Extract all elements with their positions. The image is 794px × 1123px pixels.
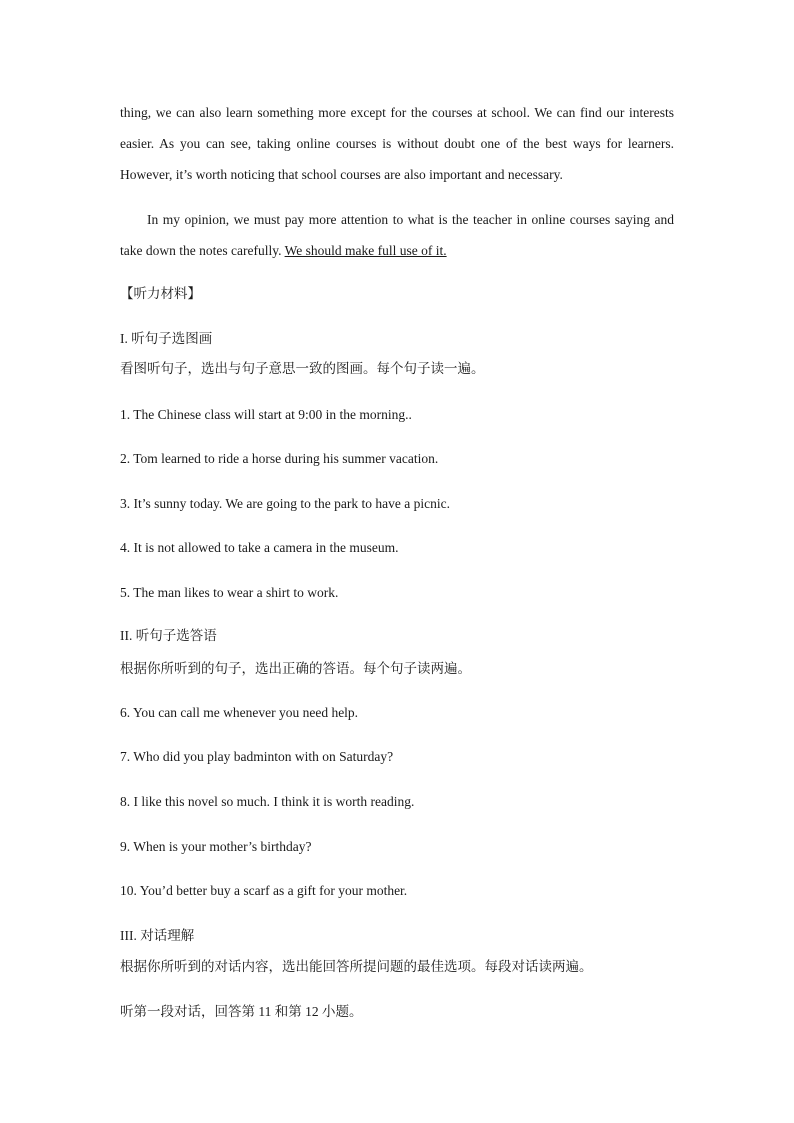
list-item: 9. When is your mother’s birthday? [120, 839, 312, 854]
underlined-sentence: We should make full use of it. [284, 243, 447, 258]
list-item: 10. You’d better buy a scarf as a gift for your mother. [120, 883, 408, 898]
part3-title: III. 对话理解 [120, 928, 195, 943]
list-item: 1. The Chinese class will start at 9:00 in the morning.. [120, 407, 412, 422]
part2-instruction: 根据你所听到的句子，选出正确的答语。每个句子读两遍。 [120, 661, 471, 676]
listening-material-heading: 【听力材料】 [120, 286, 201, 301]
list-item: 7. Who did you play badminton with on Saturday? [120, 749, 394, 764]
list-item: 8. I like this novel so much. I think it is worth reading. [120, 794, 415, 809]
list-item: 5. The man likes to wear a shirt to work. [120, 585, 339, 600]
list-item: 2. Tom learned to ride a horse during his summer vacation. [120, 451, 439, 466]
list-item: 6. You can call me whenever you need help. [120, 705, 359, 720]
part1-instruction: 看图听句子，选出与句子意思一致的图画。每个句子读一遍。 [120, 361, 485, 376]
part2-title: II. 听句子选答语 [120, 628, 217, 643]
list-item: 4. It is not allowed to take a camera in the museum. [120, 540, 399, 555]
part3-instruction: 根据你所听到的对话内容，选出能回答所提问题的最佳选项。每段对话读两遍。 [120, 959, 593, 974]
part3-sub-instruction: 听第一段对话，回答第 11 和第 12 小题。 [120, 1004, 363, 1019]
list-item: 3. It’s sunny today. We are going to the park to have a picnic. [120, 496, 450, 511]
essay-paragraph-1: thing, we can also learn something more except for the courses at school. We can find our interests easier. As you can see, taking online courses is without doubt one of the best ways for learners. However, it’s worth noticing that school courses are also important and necessary. [120, 105, 674, 182]
essay-paragraph-2-text: In my opinion, we must pay more attention to what is the teacher in online courses saying and take down the notes carefully. [120, 212, 674, 258]
essay-paragraph-2 [120, 204, 674, 266]
part1-title: I. 听句子选图画 [120, 331, 213, 346]
